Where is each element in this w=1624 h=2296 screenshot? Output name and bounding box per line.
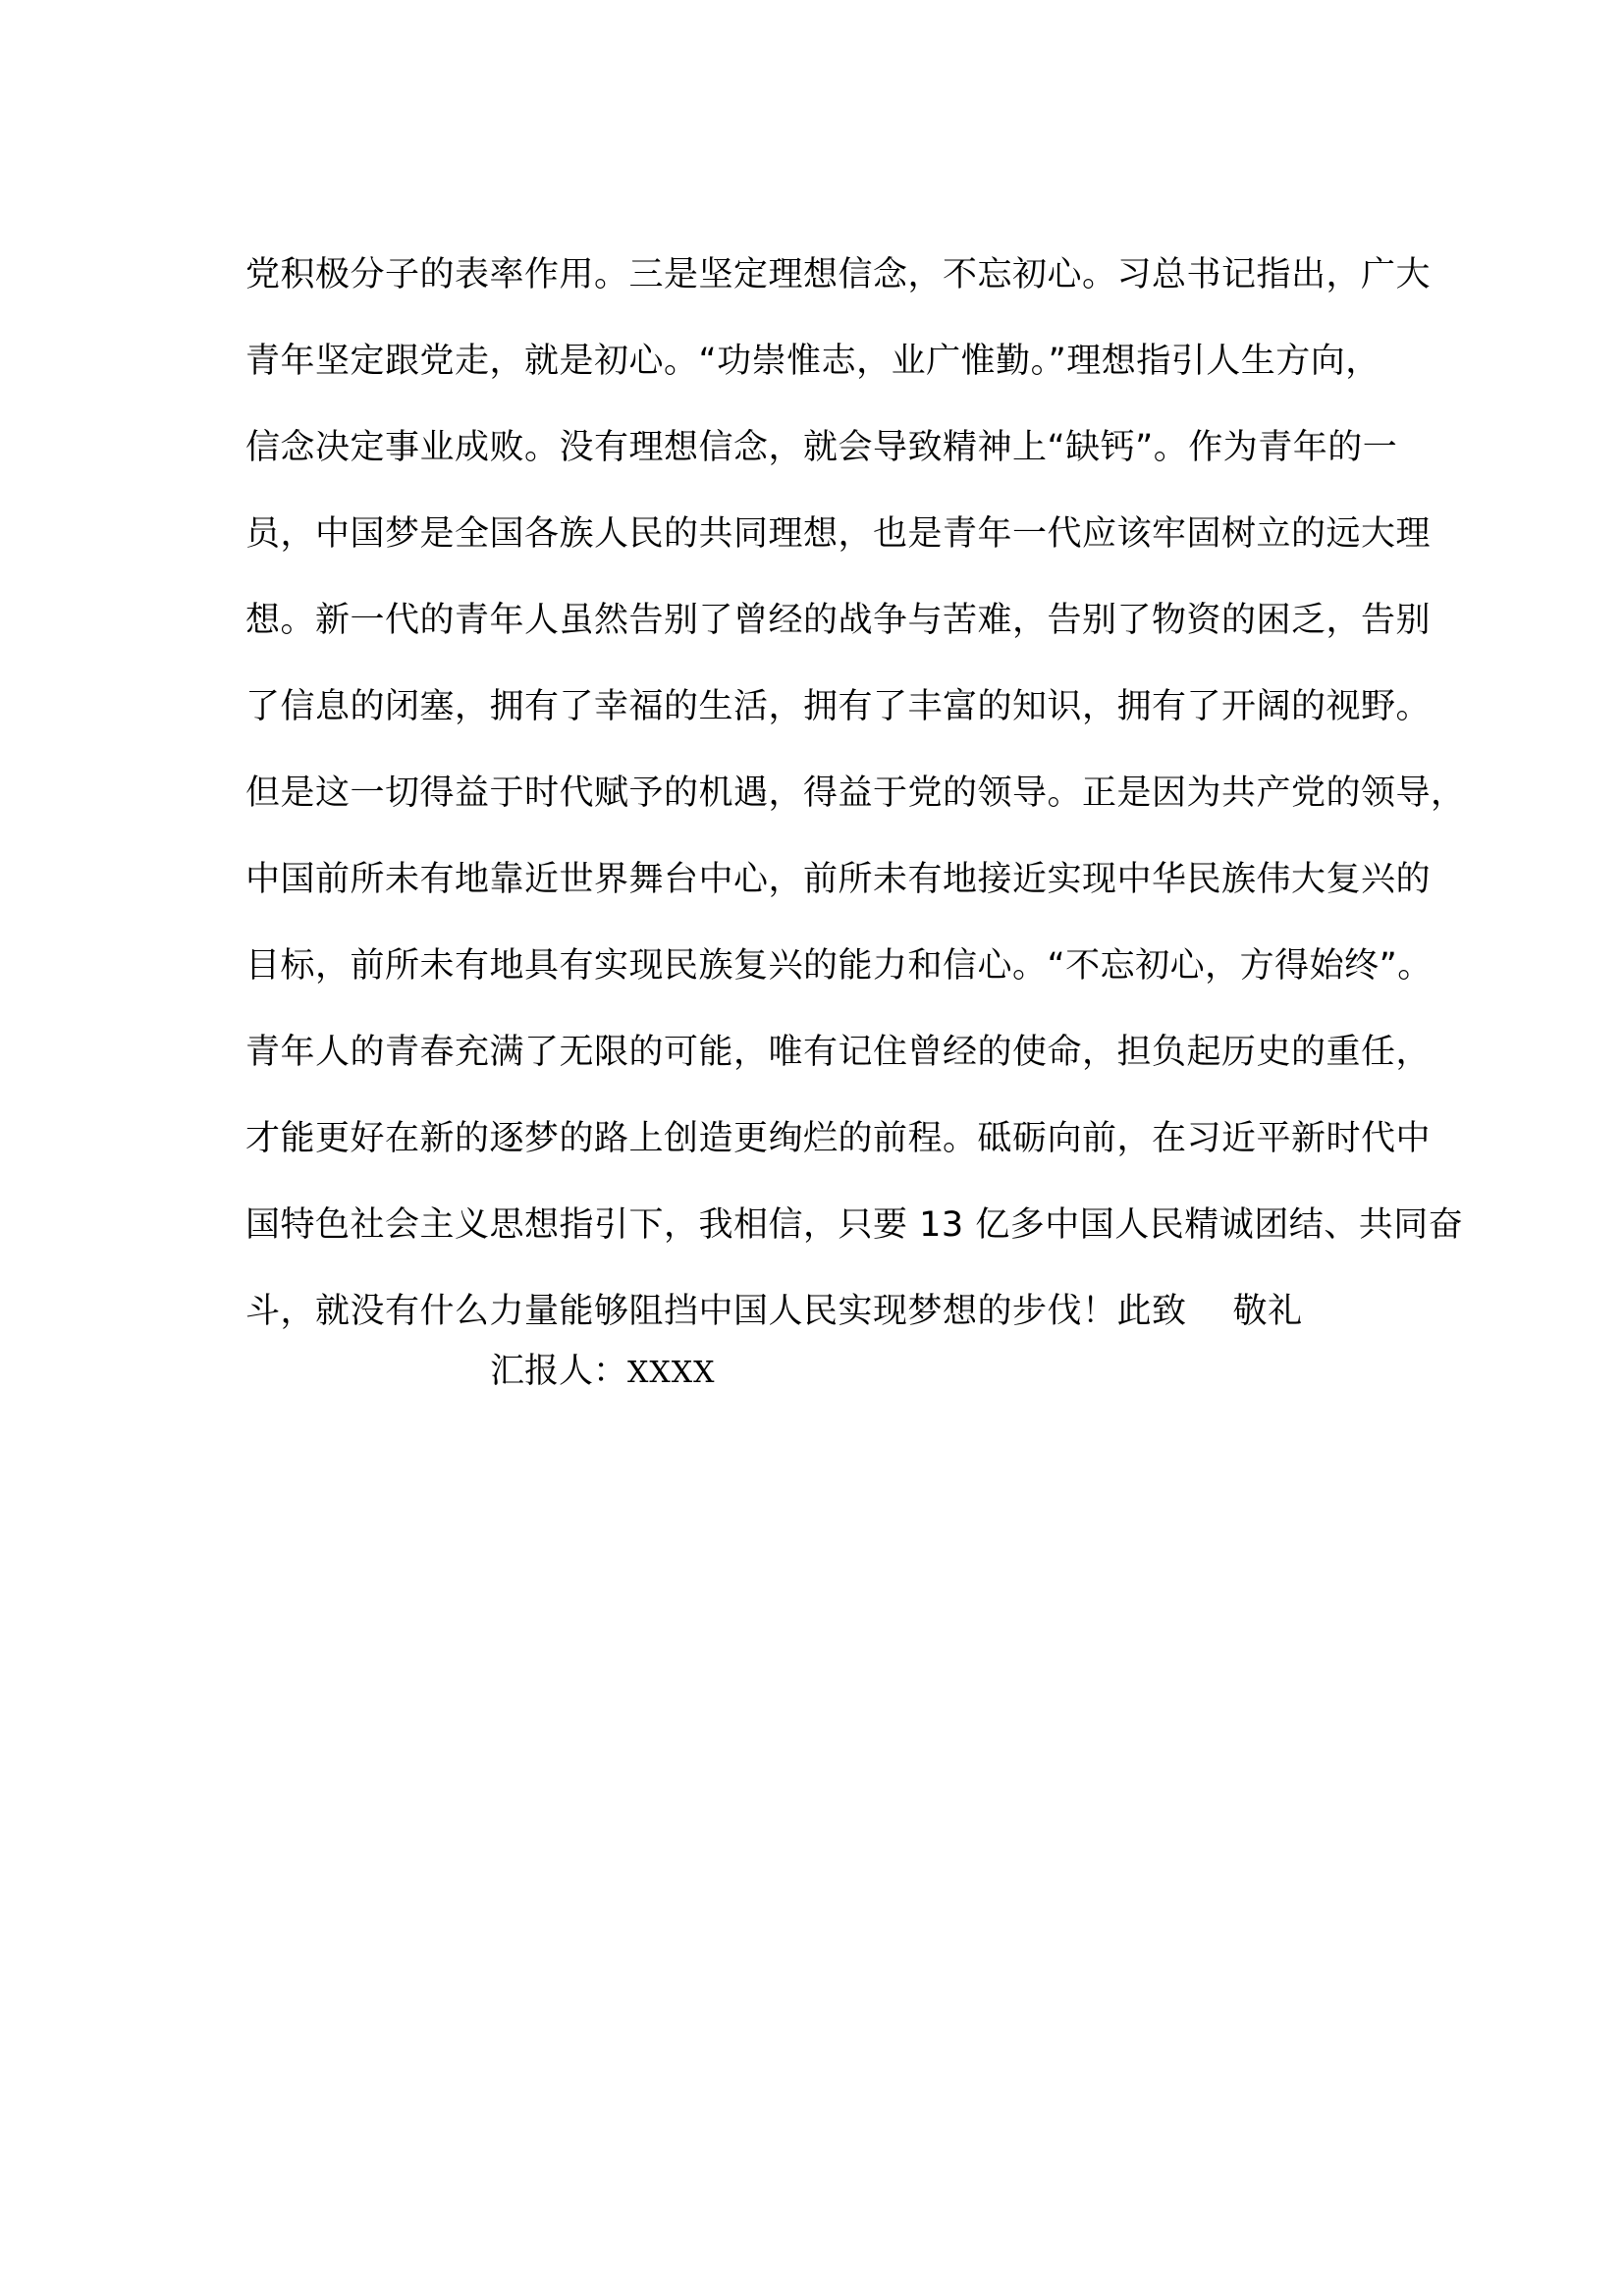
body-line-7: 但是这一切得益于时代赋予的机遇，得益于党的领导。正是因为共产党的领导，: [245, 774, 1466, 813]
signature-name: XXXX: [627, 1356, 716, 1390]
body-line-2: 青年坚定跟党走，就是初心。“功崇惟志，业广惟勤。”理想指引人生方向，: [245, 342, 1380, 381]
body-line-4: 员，中国梦是全国各族人民的共同理想，也是青年一代应该牢固树立的远大理: [245, 514, 1432, 554]
body-line-9: 目标，前所未有地具有实现民族复兴的能力和信心。“不忘初心，方得始终”。: [245, 946, 1433, 986]
signature-label: 汇报人：: [490, 1352, 628, 1391]
body-line-13: 斗，就没有什么力量能够阻挡中国人民实现梦想的步伐！此致 敬礼: [245, 1292, 1303, 1331]
body-line-3: 信念决定事业成败。没有理想信念，就会导致精神上“缺钙”。作为青年的一: [245, 428, 1398, 467]
body-line-12: 国特色社会主义思想指引下，我相信，只要 13 亿多中国人民精诚团结、共同奋: [245, 1205, 1464, 1245]
report-body: [245, 232, 1466, 1355]
signature-line: [490, 1328, 715, 1416]
body-line-11: 才能更好在新的逐梦的路上创造更绚烂的前程。砥砺向前，在习近平新时代中: [245, 1119, 1432, 1158]
body-line-5: 想。新一代的青年人虽然告别了曾经的战争与苦难，告别了物资的困乏，告别: [245, 601, 1432, 640]
body-line-1: 党积极分子的表率作用。三是坚定理想信念，不忘初心。习总书记指出，广大: [245, 255, 1432, 294]
body-line-8: 中国前所未有地靠近世界舞台中心，前所未有地接近实现中华民族伟大复兴的: [245, 860, 1432, 899]
body-line-6: 了信息的闭塞，拥有了幸福的生活，拥有了丰富的知识，拥有了开阔的视野。: [245, 687, 1432, 726]
body-line-10: 青年人的青春充满了无限的可能，唯有记住曾经的使命，担负起历史的重任，: [245, 1033, 1432, 1072]
